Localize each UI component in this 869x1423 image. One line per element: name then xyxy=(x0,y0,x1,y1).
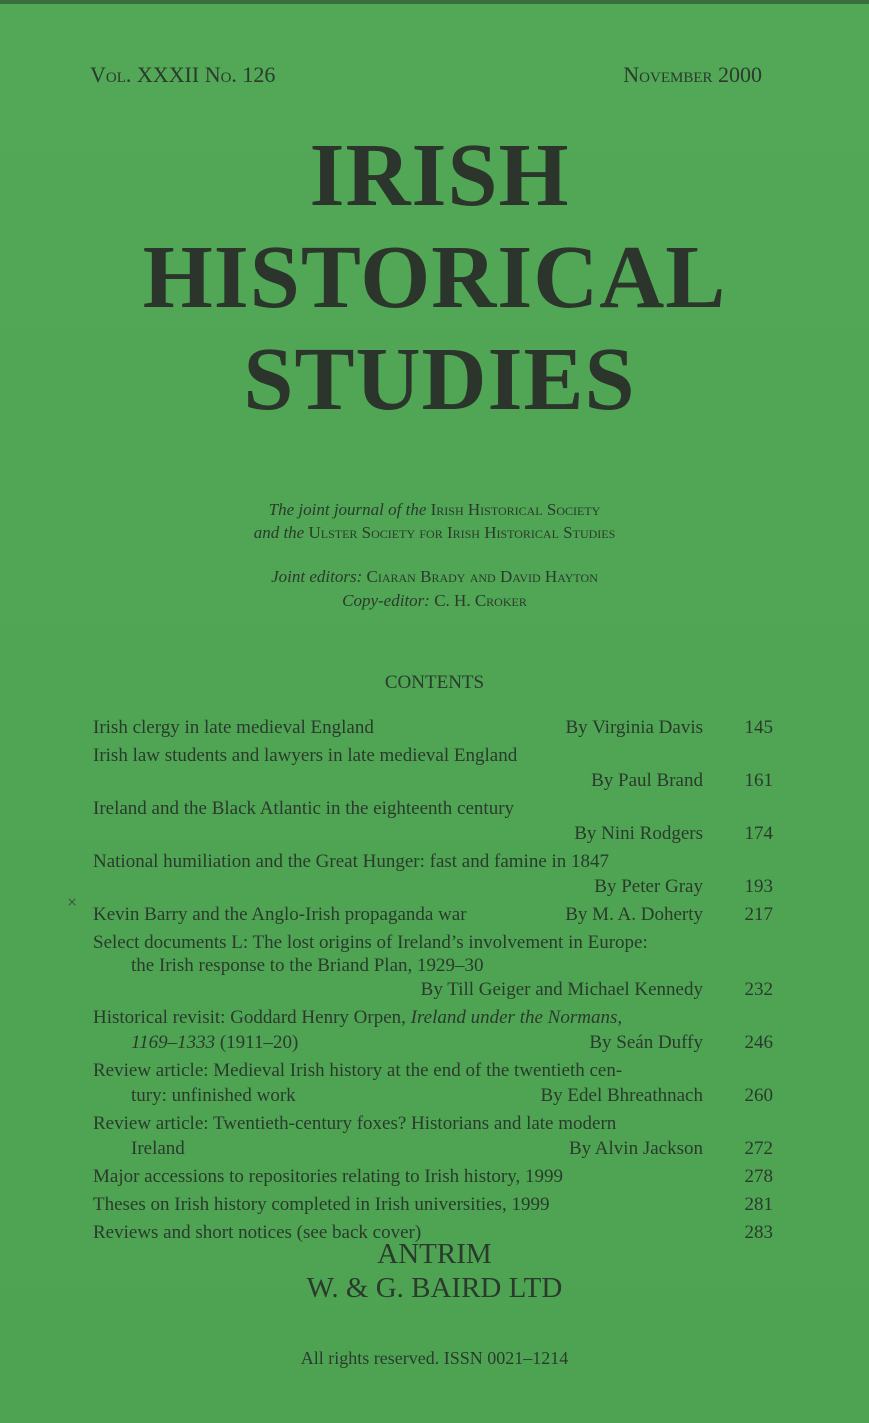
toc-title-cont: tury: unfinished work xyxy=(131,1085,296,1106)
toc-entry xyxy=(93,902,773,927)
title-line-1: IRISH xyxy=(309,126,570,225)
margin-mark: × xyxy=(67,892,78,912)
toc-title: Theses on Irish history completed in Irish universities, 1999 xyxy=(93,1194,550,1215)
toc-line xyxy=(93,743,773,768)
toc-title: Irish law students and lawyers in late medieval England xyxy=(93,745,518,766)
toc-line xyxy=(93,874,773,899)
toc-author: By Seán Duffy xyxy=(589,1032,703,1053)
ulster-society: Ulster Society for Irish Historical Studies xyxy=(308,523,616,542)
toc-page: 161 xyxy=(744,770,773,791)
rights-issn: All rights reserved. ISSN 0021–1214 xyxy=(300,1348,569,1368)
toc-title: Ireland and the Black Atlantic in the eighteenth century xyxy=(93,798,515,819)
toc-title: Irish clergy in late medieval England xyxy=(93,717,374,738)
toc-author: By Virginia Davis xyxy=(565,717,703,738)
publisher-name: W. & G. BAIRD LTD xyxy=(306,1272,563,1304)
joint-line-1-italic: The joint journal of the xyxy=(268,500,427,519)
issue-date: November 2000 xyxy=(623,62,762,87)
editors-label: Joint editors: xyxy=(271,567,363,586)
toc-page: 278 xyxy=(744,1166,773,1187)
toc-entry xyxy=(93,1111,773,1161)
toc-line xyxy=(93,1164,773,1189)
toc-page: 283 xyxy=(744,1222,773,1243)
title-line-2: HISTORICAL xyxy=(142,228,727,327)
toc-page: 193 xyxy=(744,876,773,897)
joint-editors xyxy=(0,567,869,587)
toc-page: 232 xyxy=(744,979,773,1000)
toc-title-cont: the Irish response to the Briand Plan, 1929–30 xyxy=(131,955,484,976)
toc-author: By Alvin Jackson xyxy=(568,1138,703,1159)
publisher-location: ANTRIM xyxy=(377,1238,492,1270)
toc-author: By Paul Brand xyxy=(591,770,703,791)
toc-line xyxy=(93,1058,773,1083)
toc-entry xyxy=(93,715,773,740)
toc-author: By Nini Rodgers xyxy=(574,823,703,844)
toc-title: Review article: Twentieth-century foxes? Historians and late modern xyxy=(93,1113,617,1134)
joint-line-2-italic: and the xyxy=(253,523,305,542)
toc-page: 217 xyxy=(744,904,773,925)
toc-author: By M. A. Doherty xyxy=(565,904,703,925)
copy-editor xyxy=(0,591,869,611)
toc-title: Kevin Barry and the Anglo-Irish propaganda war xyxy=(93,904,467,925)
toc-title: Select documents L: The lost origins of Ireland’s involvement in Europe: xyxy=(93,932,648,953)
toc-line xyxy=(93,1030,773,1055)
toc-entry xyxy=(93,1192,773,1217)
toc-page: 260 xyxy=(744,1085,773,1106)
toc-page: 174 xyxy=(744,823,773,844)
joint-journal-line-1 xyxy=(0,500,869,520)
toc-author: By Peter Gray xyxy=(594,876,703,897)
volume-number: Vol. XXXII No. 126 xyxy=(90,62,276,87)
toc-entry xyxy=(93,930,773,1002)
contents-heading: CONTENTS xyxy=(384,672,485,693)
toc-line xyxy=(93,930,773,955)
toc-page: 281 xyxy=(744,1194,773,1215)
joint-journal-line-2 xyxy=(0,523,869,543)
title-line-3: STUDIES xyxy=(243,330,636,429)
toc-page: 246 xyxy=(744,1032,773,1053)
toc-title-cont: Ireland xyxy=(131,1138,185,1159)
table-of-contents xyxy=(93,715,773,1245)
toc-title: Historical revisit: Goddard Henry Orpen, xyxy=(93,1007,411,1028)
toc-title-cont-italic: 1169–1333 xyxy=(131,1032,216,1053)
toc-line xyxy=(93,1192,773,1217)
toc-entry xyxy=(93,1005,773,1055)
toc-line xyxy=(93,1136,773,1161)
toc-title-italic: Ireland under the Normans, xyxy=(410,1007,623,1028)
toc-author: By Edel Bhreathnach xyxy=(540,1085,703,1106)
toc-page: 145 xyxy=(744,717,773,738)
toc-line xyxy=(93,849,773,874)
toc-title: Major accessions to repositories relating to Irish history, 1999 xyxy=(93,1166,563,1187)
toc-entry xyxy=(93,743,773,793)
copy-editor-label: Copy-editor: xyxy=(342,591,430,610)
toc-entry xyxy=(93,849,773,899)
toc-title-suffix: (1911–20) xyxy=(215,1032,299,1053)
toc-title: National humiliation and the Great Hunger: fast and famine in 1847 xyxy=(93,851,610,872)
toc-title: Reviews and short notices (see back cover) xyxy=(93,1222,422,1243)
toc-entry xyxy=(93,1058,773,1108)
toc-line xyxy=(93,977,773,1002)
toc-line xyxy=(93,955,773,977)
toc-line xyxy=(93,821,773,846)
toc-line xyxy=(93,796,773,821)
toc-line xyxy=(93,1083,773,1108)
top-edge xyxy=(0,0,869,4)
toc-entry xyxy=(93,796,773,846)
toc-page: 272 xyxy=(744,1138,773,1159)
toc-line xyxy=(93,902,773,927)
editors-names: Ciaran Brady and David Hayton xyxy=(366,567,598,586)
toc-entry xyxy=(93,1164,773,1189)
copy-editor-name: C. H. Croker xyxy=(434,591,527,610)
toc-line xyxy=(93,1005,773,1030)
toc-line xyxy=(93,768,773,793)
irish-historical-society: Irish Historical Society xyxy=(430,500,601,519)
toc-title: Review article: Medieval Irish history at the end of the twentieth cen- xyxy=(93,1060,623,1081)
toc-line xyxy=(93,1111,773,1136)
toc-line xyxy=(93,715,773,740)
toc-author: By Till Geiger and Michael Kennedy xyxy=(420,979,703,1000)
